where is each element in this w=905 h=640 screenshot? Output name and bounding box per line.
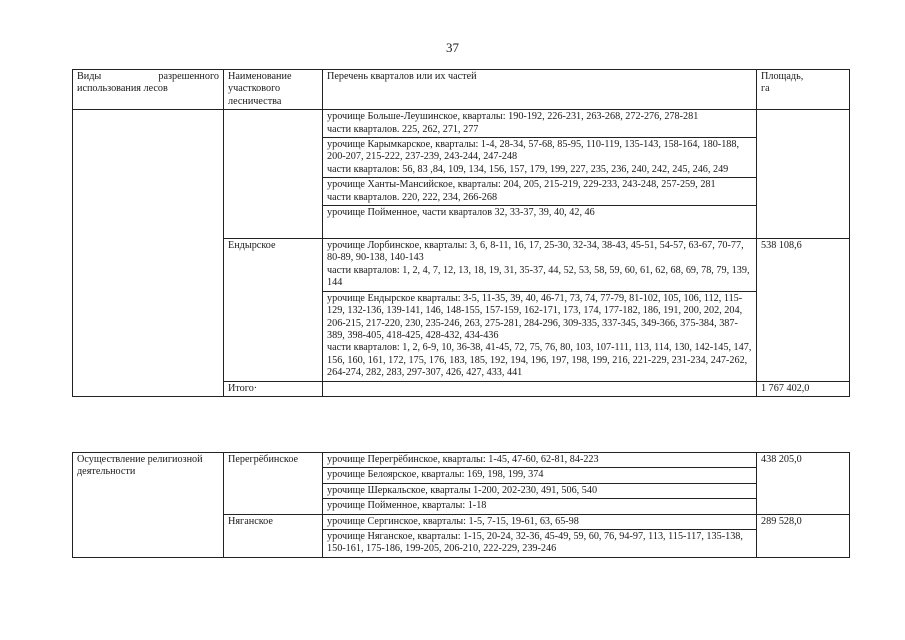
table-header-row <box>73 70 850 110</box>
header-forestry-name: Наименование участкового лесничества <box>224 70 323 110</box>
quarter-list-cell: урочище Пойменное, кварталы: 1-18 <box>323 499 757 514</box>
forestry-cell-nyagan: Няганское <box>224 514 323 557</box>
area-cell-peregreb: 438 205,0 <box>757 453 850 515</box>
quarter-list-cell: урочище Карымкарское, кварталы: 1-4, 28-34, 57-68, 85-95, 110-119, 135-143, 158-164, 180-188, 200-207, 215-222, 237-239, 243-244, 247-248 части кварталов: 56, 83 ,84, 109, 134, 156, 157, 179, 199, 227, 235, 236, 240, 242, 245, 246, 249 <box>323 138 757 178</box>
total-area: 1 767 402,0 <box>757 381 850 396</box>
quarter-list-cell: урочище Шеркальское, кварталы 1-200, 202-230, 491, 506, 540 <box>323 483 757 498</box>
forestry-cell <box>224 110 323 239</box>
area-cell <box>757 110 850 239</box>
quarter-list-cell: урочище Больше-Леушинское, кварталы: 190-192, 226-231, 263-268, 272-276, 278-281 части кварталов. 225, 262, 271, 277 <box>323 110 757 138</box>
religious-use-table <box>72 452 850 558</box>
header-quarter-list: Перечень кварталов или их частей <box>323 70 757 110</box>
quarter-list-cell: урочище Сергинское, кварталы: 1-5, 7-15, 19-61, 63, 65-98 <box>323 514 757 529</box>
total-empty <box>323 381 757 396</box>
header-use-type: Виды разрешенного использования лесов <box>73 70 224 110</box>
header-area: Площадь, га <box>757 70 850 110</box>
use-type-religious: Осуществление религиозной деятельности <box>73 453 224 558</box>
table-row <box>73 110 850 138</box>
use-type-cell <box>73 110 224 397</box>
quarter-list-cell: урочище Белоярское, кварталы: 169, 198, 199, 374 <box>323 468 757 483</box>
forestry-cell-peregreb: Перегрёбинское <box>224 453 323 515</box>
quarter-list-cell: урочище Няганское, кварталы: 1-15, 20-24, 32-36, 45-49, 59, 60, 76, 94-97, 113, 115-117, 135-138, 150-161, 175-186, 199-205, 206-210, 222-229, 239-246 <box>323 530 757 558</box>
total-label: Итого· <box>224 381 323 396</box>
table-row <box>73 453 850 468</box>
quarter-list-cell: урочище Ендырское кварталы: 3-5, 11-35, 39, 40, 46-71, 73, 74, 77-79, 81-102, 105, 106, 112, 115-129, 132-136, 139-141, 146, 148-155, 157-159, 162-171, 173, 174, 177-182, 186, 191, 200, 202, 204, 206-215, 217-220, 230, 235-246, 263, 275-281, 284-296, 309-335, 337-345, 349-366, 375-384, 387-389, 398-405, 418-425, 428-432, 434-436 части кварталов: 1, 2, 6-9, 10, 36-38, 41-45, 72, 75, 76, 80, 103, 107-111, 113, 114, 130, 142-145, 147, 156, 160, 161, 172, 175, 176, 183, 185, 192, 194, 196, 197, 198, 199, 216, 221-229, 231-234, 247-262, 264-274, 282, 283, 297-307, 426, 427, 433, 441 <box>323 291 757 381</box>
forestry-cell-endyr: Ендырское <box>224 239 323 381</box>
quarter-list-cell: урочище Лорбинское, кварталы: 3, 6, 8-11, 16, 17, 25-30, 32-34, 38-43, 45-51, 54-57, 63-67, 70-77, 80-89, 90-138, 140-143 части кварталов: 1, 2, 4, 7, 12, 13, 18, 19, 31, 35-37, 44, 52, 53, 58, 59, 60, 61, 62, 68, 69, 78, 79, 139, 144 <box>323 239 757 292</box>
quarter-list-cell: урочище Пойменное, части кварталов 32, 33-37, 39, 40, 42, 46 <box>323 206 757 239</box>
quarter-list-cell: урочище Ханты-Мансийское, кварталы: 204, 205, 215-219, 229-233, 243-248, 257-259, 281 части кварталов. 220, 222, 234, 266-268 <box>323 178 757 206</box>
area-cell-endyr: 538 108,6 <box>757 239 850 381</box>
area-cell-nyagan: 289 528,0 <box>757 514 850 557</box>
forest-use-table <box>72 69 850 397</box>
page-number: 37 <box>446 40 459 55</box>
quarter-list-cell: урочище Перегрёбинское, кварталы: 1-45, 47-60, 62-81, 84-223 <box>323 453 757 468</box>
